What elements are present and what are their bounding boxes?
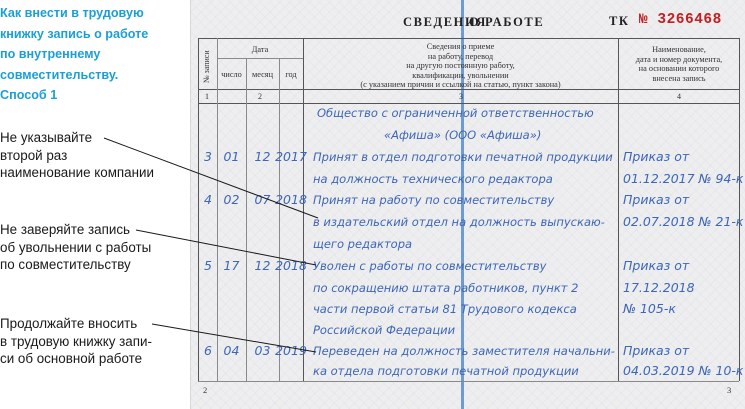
entry-day: 01	[223, 149, 240, 164]
header-year: год	[285, 70, 297, 79]
entry-doc-line: 01.12.2017 № 94-к	[623, 171, 744, 186]
book-number: № 3266468	[639, 12, 722, 28]
entry-doc-line: 17.12.2018	[623, 280, 695, 295]
article-title-line: книжку запись о работе	[0, 26, 149, 41]
book-title-left: СВЕДЕНИЯ	[403, 15, 487, 29]
entry-text-line: Принят на работу по совместительству	[313, 193, 555, 207]
header-document	[620, 45, 738, 83]
grid-line	[198, 381, 739, 382]
entry-number: 6	[204, 343, 212, 358]
entry-month: 03	[254, 343, 271, 358]
header-info-line: на другую постоянную работу,	[406, 61, 515, 71]
note-line: Продолжайте вносить	[0, 316, 138, 331]
header-info-line: квалификации, увольнении	[412, 70, 509, 80]
employment-record-book	[190, 0, 745, 409]
entry-text-line: в издательский отдел на должность выпускаю-	[313, 215, 605, 229]
entry-text-line: щего редактора	[313, 237, 413, 251]
entry-day: 02	[223, 192, 240, 207]
entry-doc-line: № 105-к	[623, 301, 676, 316]
header-day: число	[221, 70, 242, 79]
entry-year: 2019	[275, 343, 307, 358]
entry-text-line: Российской Федерации	[313, 323, 456, 337]
header-info-line: на работу, перевод	[427, 51, 494, 61]
grid-line	[618, 38, 619, 381]
entry-doc-line: Приказ от	[623, 258, 690, 273]
header-doc-line: внесена запись	[652, 73, 706, 83]
entry-day: 17	[223, 258, 240, 273]
grid-line	[217, 58, 303, 59]
note-line: Не заверяйте запись	[0, 222, 131, 237]
entry-month: 12	[254, 149, 271, 164]
entry-month: 12	[254, 258, 271, 273]
entry-number: 4	[204, 192, 212, 207]
header-month: месяц	[251, 70, 274, 79]
column-number: 4	[677, 92, 681, 101]
entry-text-line: Принят в отдел подготовки печатной продукции	[313, 150, 613, 164]
note-line: по совместительству	[0, 257, 131, 272]
header-info-line: (с указанием причин и ссылкой на статью, пункт закона)	[360, 80, 561, 90]
grid-line	[279, 58, 280, 381]
header-date: Дата	[251, 45, 269, 54]
entry-text-line: Уволен с работы по совместительству	[313, 259, 547, 273]
entry-doc-line: Приказ от	[623, 192, 690, 207]
page-number-left: 2	[203, 385, 208, 395]
grid-line	[198, 38, 199, 381]
header-doc-line: Наименование,	[652, 45, 706, 54]
company-name-line: Общество с ограниченной ответственностью	[317, 106, 594, 120]
column-number: 2	[258, 92, 262, 101]
book-series: ТК	[609, 14, 630, 28]
entry-year: 2018	[275, 258, 307, 273]
header-info	[305, 42, 616, 90]
note-company-name	[0, 129, 185, 182]
note-dismissal	[0, 221, 185, 274]
entry-day: 04	[223, 343, 240, 358]
header-entry-no: № записи	[202, 50, 211, 83]
note-main-job	[0, 315, 185, 368]
header-doc-line: на основании которого	[638, 64, 720, 74]
entry-number: 5	[204, 258, 212, 273]
entry-doc-line: 02.07.2018 № 21-к	[623, 214, 744, 229]
grid-line	[217, 38, 218, 381]
note-line: об увольнении с работы	[0, 239, 152, 255]
note-line: в трудовую книжку запи-	[0, 333, 152, 349]
note-line: си об основной работе	[0, 351, 143, 366]
entry-doc-line: 04.03.2019 № 10-к	[623, 363, 744, 378]
article-title-line: по внутреннему	[0, 47, 101, 61]
grid-line	[739, 38, 740, 381]
grid-line	[303, 38, 304, 381]
article-title	[0, 3, 176, 106]
entry-year: 2018	[275, 192, 307, 207]
note-line: второй раз	[0, 147, 68, 163]
entry-text-line: по сокращению штата работников, пункт 2	[313, 281, 579, 295]
entry-number: 3	[204, 149, 212, 164]
article-title-line: Как внести в трудовую	[0, 6, 144, 20]
grid-line	[198, 38, 739, 39]
column-number: 1	[205, 92, 209, 101]
entry-doc-line: Приказ от	[623, 343, 690, 358]
page-number-right: 3	[727, 385, 732, 395]
column-number: 3	[459, 92, 463, 101]
company-name-line: «Афиша» (ООО «Афиша»)	[384, 128, 542, 142]
entry-text-line: Переведен на должность заместителя начальни-	[313, 344, 615, 358]
entry-month: 07	[254, 192, 271, 207]
note-line: наименование компании	[0, 165, 154, 180]
article-title-line: совместительству.	[0, 67, 119, 82]
note-line: Не указывайте	[0, 130, 93, 145]
entry-year: 2017	[275, 149, 307, 164]
grid-line	[246, 58, 247, 381]
header-doc-line: дата и номер документа,	[635, 54, 723, 64]
article-title-line: Способ 1	[0, 88, 58, 102]
entry-text-line: части первой статьи 81 Трудового кодекса	[313, 302, 577, 316]
entry-doc-line: Приказ от	[623, 149, 690, 164]
header-info-line: Сведения о приеме	[426, 42, 495, 51]
entry-text-line: ка отдела подготовки печатной продукции	[313, 364, 579, 378]
entry-text-line: на должность технического редактора	[313, 172, 553, 186]
book-title-right: О РАБОТЕ	[469, 15, 545, 29]
